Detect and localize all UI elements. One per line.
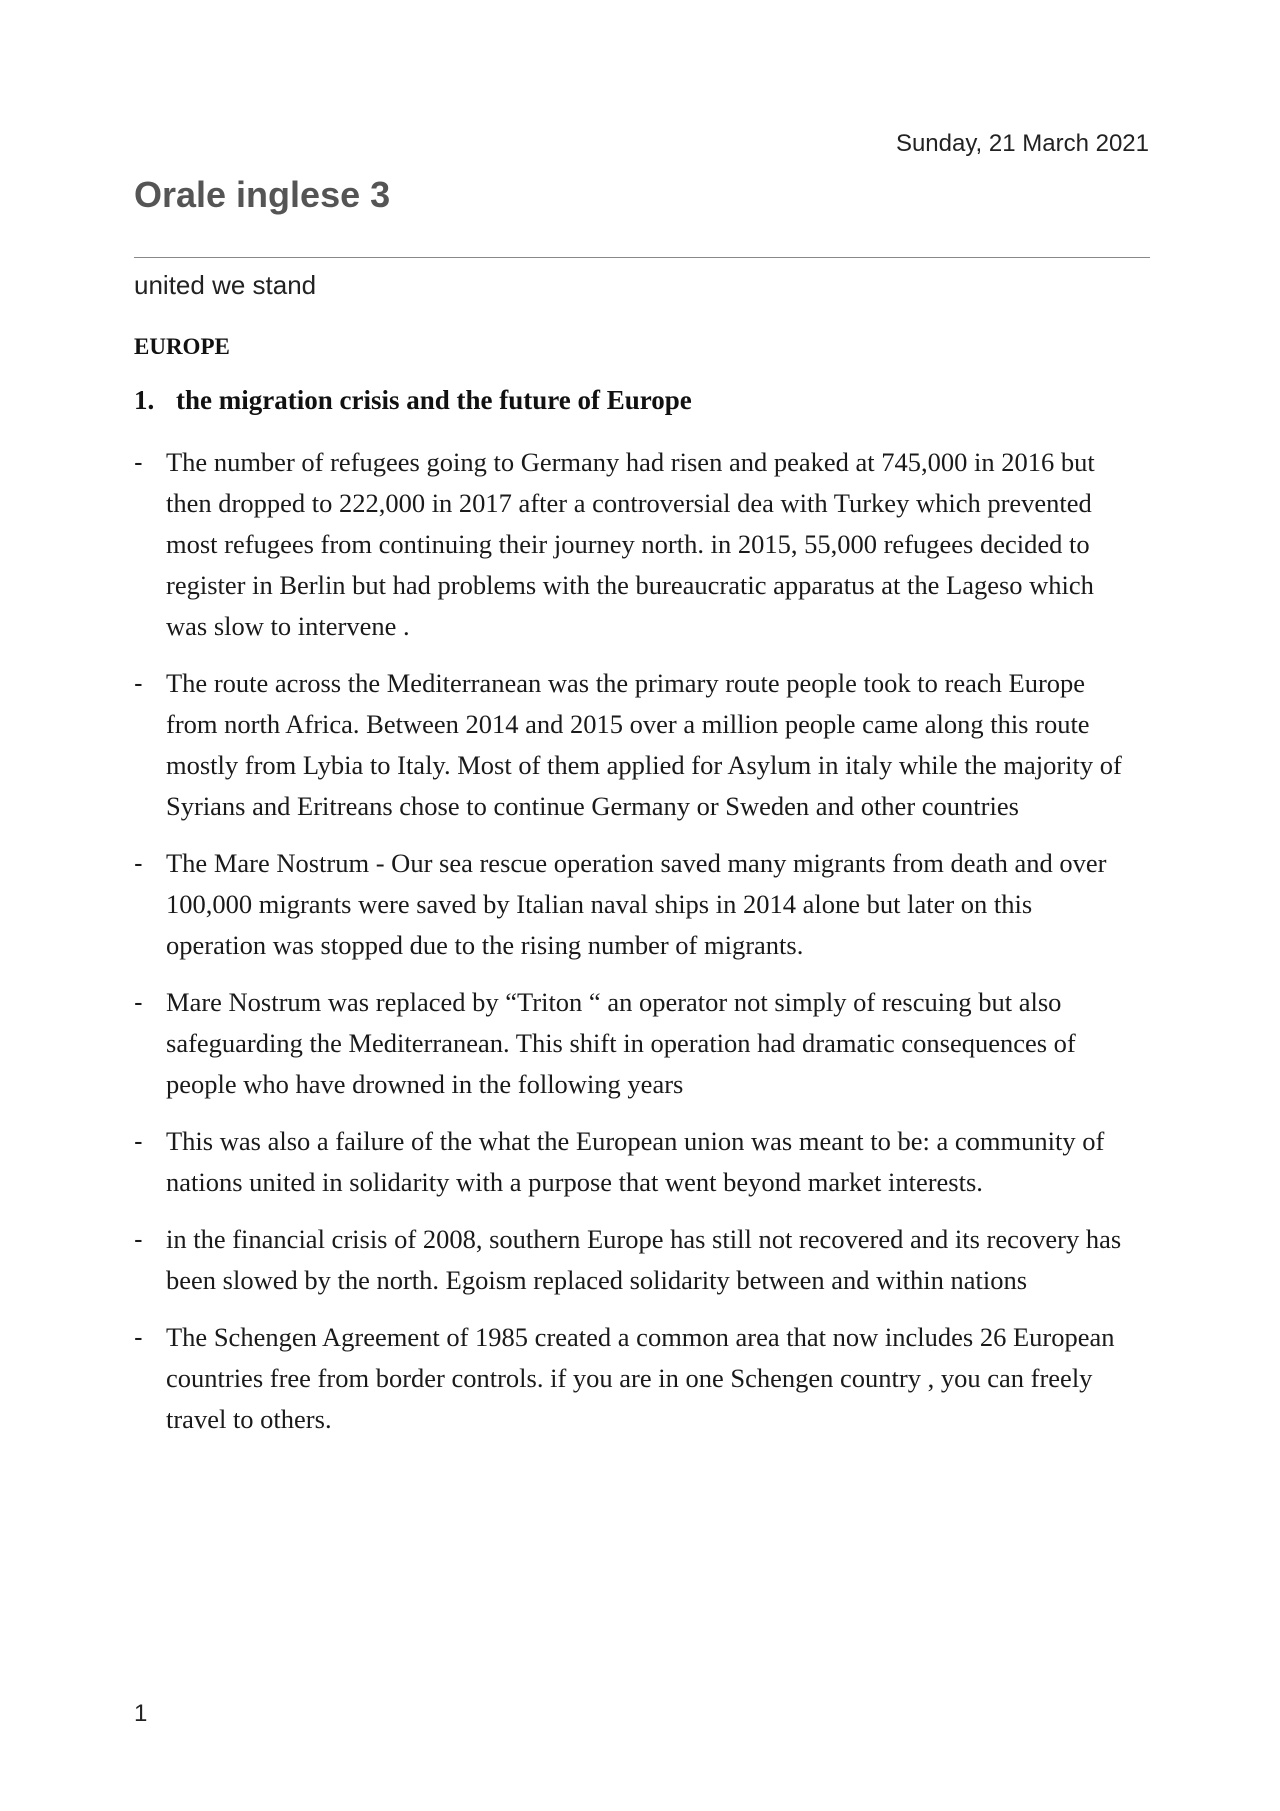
list-item <box>134 1219 1134 1301</box>
list-item <box>134 1121 1134 1203</box>
dash-marker: - <box>134 1126 143 1156</box>
title-divider <box>134 257 1150 258</box>
list-item <box>134 663 1134 827</box>
bullet-list <box>134 442 1134 1456</box>
list-item-text: The route across the Mediterranean was the primary route people took to reach Europe from north Africa. Between 2014 and 2015 over a million people came along this route mostly from Lybia to Italy. Most of them applied for Asylum in italy while the majority of Syrians and Eritreans chose to continue Germany or Sweden and other countries <box>166 668 1122 821</box>
dash-marker: - <box>134 1322 143 1352</box>
list-item-text: The Mare Nostrum - Our sea rescue operation saved many migrants from death and over 100,000 migrants were saved by Italian naval ships in 2014 alone but later on this operation was stopped due to the rising number of migrants. <box>166 848 1107 960</box>
heading-text: the migration crisis and the future of Europe <box>176 385 692 415</box>
dash-marker: - <box>134 1224 143 1254</box>
list-item <box>134 1317 1134 1440</box>
list-item-text: Mare Nostrum was replaced by “Triton “ an operator not simply of rescuing but also safeguarding the Mediterranean. This shift in operation had dramatic consequences of people who have drowned in the following years <box>166 987 1076 1099</box>
section-label: EUROPE <box>134 334 230 359</box>
numbered-heading <box>134 385 692 416</box>
page-date: Sunday, 21 March 2021 <box>895 130 1149 157</box>
dash-marker: - <box>134 447 143 477</box>
heading-number: 1. <box>134 385 155 415</box>
dash-marker: - <box>134 848 143 878</box>
list-item <box>134 982 1134 1105</box>
page-number: 1 <box>134 1700 148 1727</box>
page-subtitle: united we stand <box>134 270 317 300</box>
dash-marker: - <box>134 987 143 1017</box>
page-title: Orale inglese 3 <box>134 174 391 215</box>
list-item-text: The Schengen Agreement of 1985 created a common area that now includes 26 European countries free from border controls. if you are in one Schengen country , you can freely travel to others. <box>166 1322 1115 1434</box>
list-item-text: in the financial crisis of 2008, southern Europe has still not recovered and its recovery has been slowed by the north. Egoism replaced solidarity between and within nations <box>166 1224 1122 1295</box>
list-item <box>134 442 1134 647</box>
list-item-text: This was also a failure of the what the European union was meant to be: a community of nations united in solidarity with a purpose that went beyond market interests. <box>166 1126 1105 1197</box>
list-item-text: The number of refugees going to Germany had risen and peaked at 745,000 in 2016 but then dropped to 222,000 in 2017 after a controversial dea with Turkey which prevented most refugees from continuing their journey north. in 2015, 55,000 refugees decided to register in Berlin but had problems with the bureaucratic apparatus at the Lageso which was slow to intervene . <box>166 447 1095 641</box>
dash-marker: - <box>134 668 143 698</box>
list-item <box>134 843 1134 966</box>
